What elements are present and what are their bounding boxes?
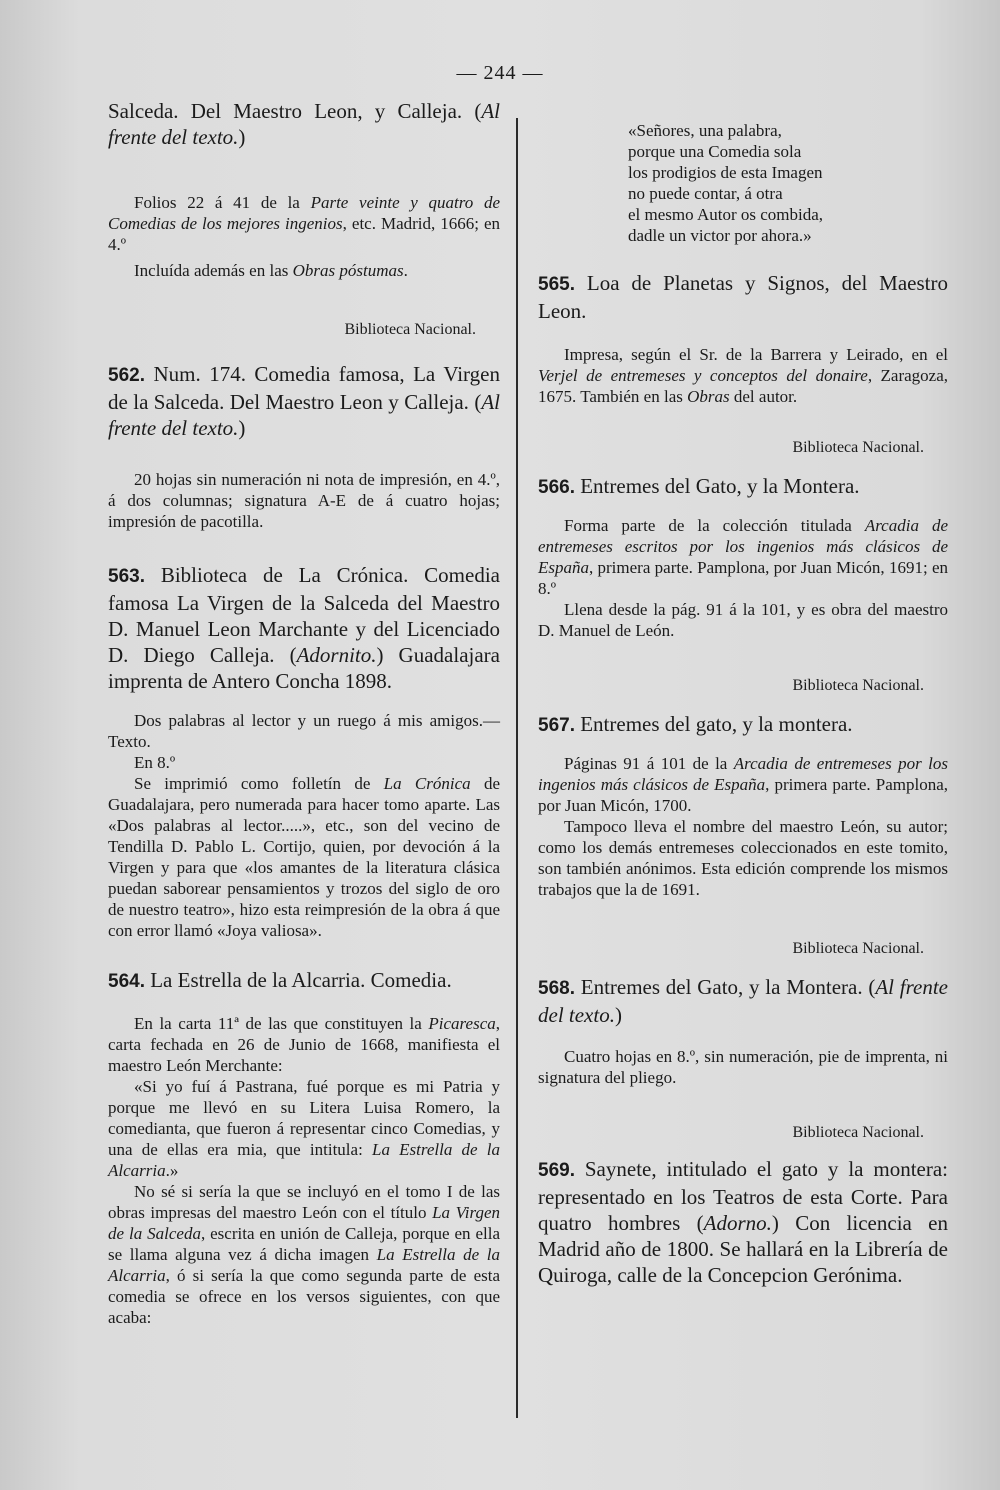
verse-line: no puede contar, á otra (628, 184, 783, 203)
page-number: — 244 — (456, 62, 544, 84)
entry-567-note-2: Tampoco lleva el nombre del maestro León, su autor; como los demás entremeses coleccionados en este tomito, son también anónimos. Esta edición comprende los mismos trabajos que la de 1691. (538, 817, 948, 899)
library-credit: Biblioteca Nacional. (792, 940, 924, 957)
entry-568-note: Cuatro hojas en 8.º, sin numeración, pie de imprenta, ni signatura del pliego. (538, 1047, 948, 1087)
entry-562-heading: 562. Num. 174. Comedia famosa, La Virgen de la Salceda. Del Maestro Leon y Calleja. (Al frente del texto.) (108, 362, 500, 440)
right-column (538, 98, 948, 1288)
entry-564-note-2: No sé si sería la que se incluyó en el tomo I de las obras impresas del maestro León con el título La Virgen de la Salceda, escrita en unión de Calleja, porque en ella se llama alguna vez á dicha imagen La Estrella de la Alcarria, ó si sería la que como segunda parte de esta comedia se ofrece en los versos siguientes, con que acaba: (108, 1182, 500, 1327)
library-credit: Biblioteca Nacional. (792, 677, 924, 694)
verse-line: los prodigios de esta Imagen (628, 163, 823, 182)
entry-568-heading: 568. Entremes del Gato, y la Montera. (Al frente del texto.) (538, 975, 948, 1027)
verse-quote (628, 120, 948, 246)
entry-562-note: 20 hojas sin numeración ni nota de impresión, en 4.º, á dos columnas; signatura A-E de á cuatro hojas; impresión de pacotilla. (108, 470, 500, 531)
entry-566-heading: 566. Entremes del Gato, y la Montera. (538, 474, 860, 498)
verse-line: porque una Comedia sola (628, 142, 802, 161)
library-credit: Biblioteca Nacional. (344, 321, 476, 338)
entry-569-heading: 569. Saynete, intitulado el gato y la montera: representado en los Teatros de esta Corte. Para quatro hombres (Adorno.) Con licencia en Madrid año de 1800. Se hallará en la Librería de Quiroga, calle de la Concepcion Gerónima. (538, 1157, 949, 1287)
entry-563-note-2: En 8.º (134, 753, 176, 772)
entry-567-note-1: Páginas 91 á 101 de la Arcadia de entremeses por los ingenios más clásicos de España, primera parte. Pamplona, por Juan Micón, 1700. (538, 754, 948, 815)
entry-567-heading: 567. Entremes del gato, y la montera. (538, 712, 853, 736)
column-divider (516, 118, 518, 1418)
verse-line: el mesmo Autor os combida, (628, 205, 824, 224)
entry-563-note-1: Dos palabras al lector y un ruego á mis amigos.—Texto. (108, 711, 500, 751)
continued-entry-note-2: Incluída además en las Obras póstumas. (134, 261, 408, 280)
left-column (108, 98, 500, 1328)
entry-563-note-3: Se imprimió como folletín de La Crónica de Guadalajara, pero numerada para hacer tomo aparte. Las «Dos palabras al lector.....», etc., son del vecino de Tendilla D. Pablo L. Cortijo, quien, por devoción á la Virgen y para que «los amantes de la literatura clásica puedan saborear pensamientos y trozos del siglo de oro de nuestro teatro», hizo esta reimpresión de la obra á que con error llamó «Joya valiosa». (108, 774, 500, 940)
verse-line: «Señores, una palabra, (628, 121, 782, 140)
entry-565-heading: 565. Loa de Planetas y Signos, del Maestro Leon. (538, 271, 948, 323)
entry-563-heading: 563. Biblioteca de La Crónica. Comedia famosa La Virgen de la Salceda del Maestro D. Manuel Leon Marchante y del Licenciado D. Diego Calleja. (Adornito.) Guadalajara imprenta de Antero Concha 1898. (108, 563, 500, 693)
entry-564-quote: «Si yo fuí á Pastrana, fué porque es mi Patria y porque me llevó en su Litera Luisa Romero, la comedianta, que fueron á representar cinco Comedias, y una de ellas era mia, que intitula: La Estrella de la Alcarria.» (108, 1077, 500, 1180)
entry-564-note-1: En la carta 11ª de las que constituyen la Picaresca, carta fechada en 26 de Junio de 1668, manifiesta el maestro León Merchante: (108, 1014, 500, 1075)
verse-line: dadle un victor por ahora.» (628, 226, 812, 245)
continued-entry-note: Folios 22 á 41 de la Parte veinte y quatro de Comedias de los mejores ingenios, etc. Madrid, 1666; en 4.º (108, 193, 500, 254)
entry-566-note-2: Llena desde la pág. 91 á la 101, y es obra del maestro D. Manuel de León. (538, 600, 948, 640)
entry-565-note: Impresa, según el Sr. de la Barrera y Leirado, en el Verjel de entremeses y conceptos del donaire, Zaragoza, 1675. También en las Obras del autor. (538, 345, 949, 406)
library-credit: Biblioteca Nacional. (792, 439, 924, 456)
library-credit: Biblioteca Nacional. (792, 1124, 924, 1141)
entry-564-heading: 564. La Estrella de la Alcarria. Comedia. (108, 968, 452, 992)
entry-566-note-1: Forma parte de la colección titulada Arcadia de entremeses escritos por los ingenios más clásicos de España, primera parte. Pamplona, por Juan Micón, 1691; en 8.º (538, 516, 948, 598)
continued-entry-heading: Salceda. Del Maestro Leon, y Calleja. (Al frente del texto.) (108, 99, 500, 149)
